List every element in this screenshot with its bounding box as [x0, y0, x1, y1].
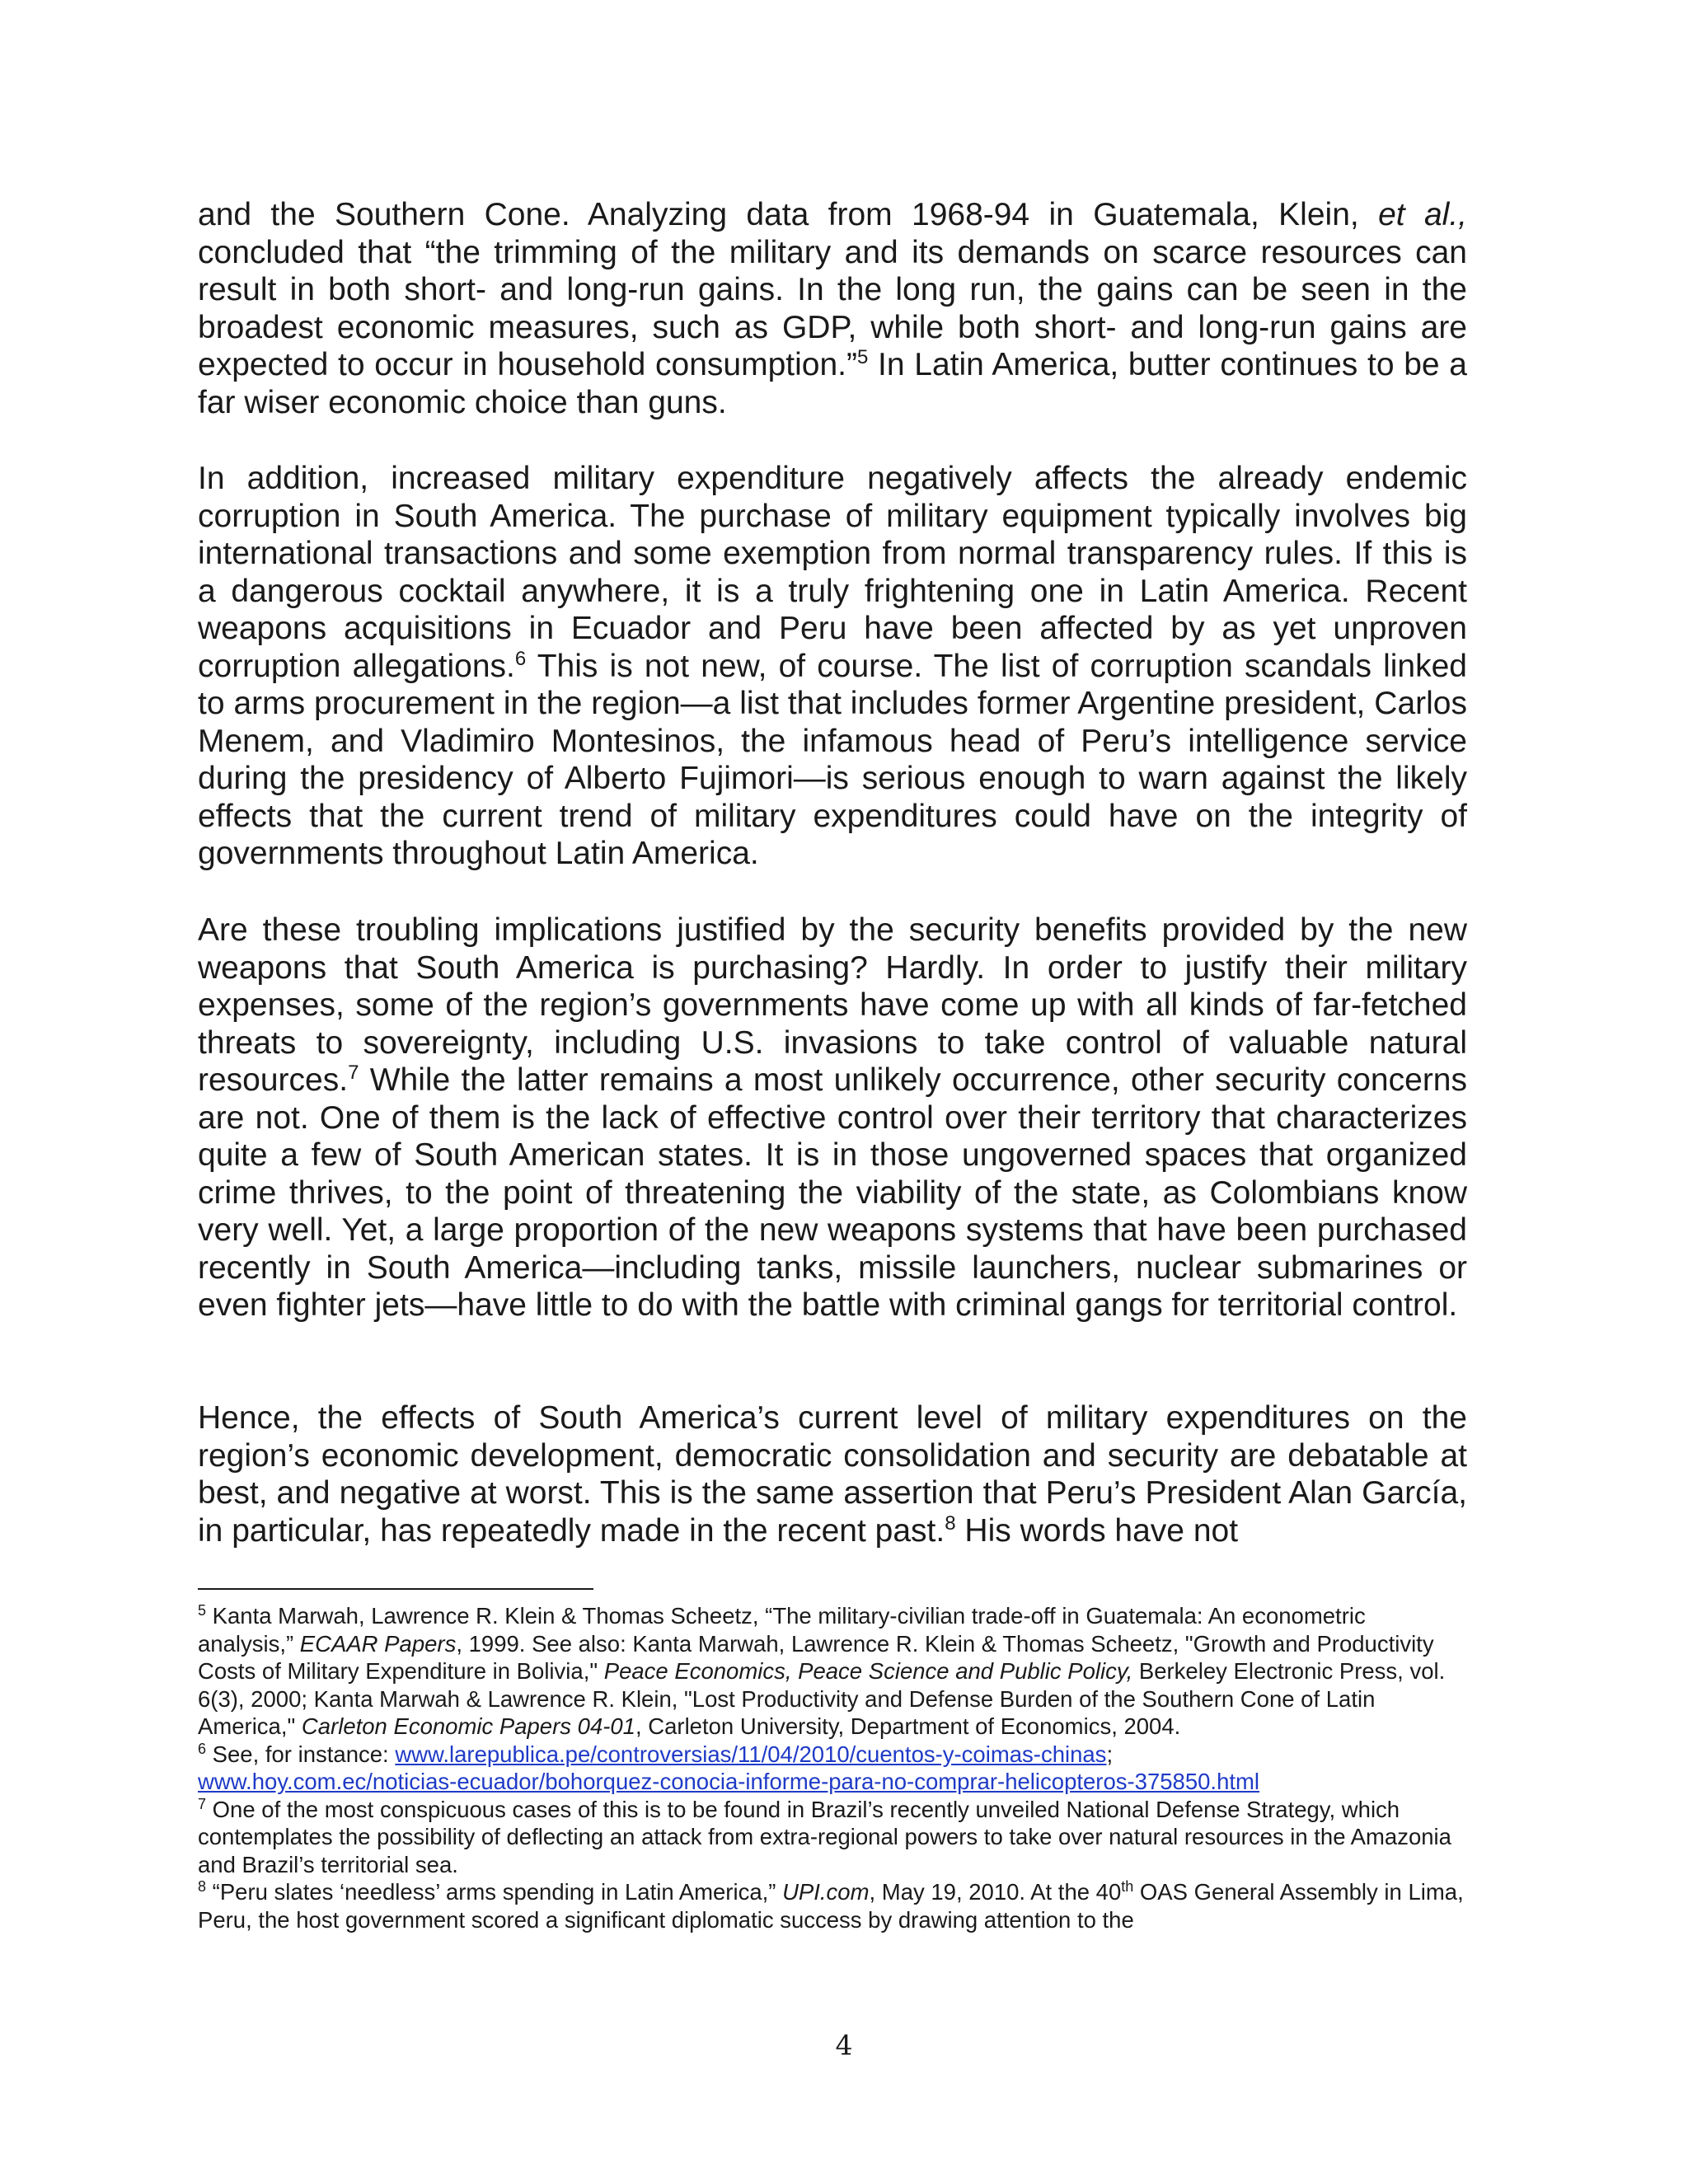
body-paragraph-4: Hence, the effects of South America’s current level of military expenditures on the region’s economic development, democratic consolidation and security are debatable at best, and negative at worst. This is the same assertion that Peru’s President Alan García, in particular, has repeatedly made in the recent past.$^8$ His words have not: [198, 1400, 1467, 1549]
footnote-number: 8: [198, 1878, 207, 1895]
footnote-number: 5: [198, 1602, 207, 1619]
et-al-italic: et al.,: [1378, 197, 1467, 232]
footnote-link-hoy[interactable]: www.hoy.com.ec/noticias-ecuador/bohorquez-conocia-informe-para-no-comprar-helicopteros-375850.html: [198, 1769, 1260, 1794]
footnote-5: $^5$ Kanta Marwah, Lawrence R. Klein & Thomas Scheetz, “The military-civilian trade-off in Guatemala: An econometric analysis,” ECAAR Papers, 1999. See also: Kanta Marwah, Lawrence R. Klein & Thomas Scheetz, "Growth and Productivity Costs of Military Expenditure in Bolivia," Peace Economics, Peace Science and Public Policy, Berkeley Electronic Press, vol. 6(3), 2000; Kanta Marwah & Lawrence R. Klein, "Lost Productivity and Defense Burden of the Southern Cone of Latin America," Carleton Economic Papers 04-01, Carleton University, Department of Economics, 2004.: [198, 1602, 1446, 1739]
footnote-8: $^8$ “Peru slates ‘needless’ arms spending in Latin America,” UPI.com, May 19, 2010. At the 40th OAS General Assembly in Lima, Peru, the host government scored a significant diplomatic success by drawing attention to the: [198, 1878, 1464, 1933]
footnote-number: 6: [198, 1740, 207, 1757]
footnote-6: $^6$ See, for instance: www.larepublica.pe/controversias/11/04/2010/cuentos-y-coimas-chinas; www.hoy.com.ec/noticias-ecuador/bohorquez-conocia-informe-para-no-comprar-helicopteros-375850.html: [198, 1740, 1260, 1794]
footnote-ref-6[interactable]: 6: [514, 647, 527, 670]
footnote-ref-8[interactable]: 8: [945, 1511, 956, 1535]
footnote-link-larepublica[interactable]: www.larepublica.pe/controversias/11/04/2010/cuentos-y-coimas-chinas: [395, 1741, 1107, 1767]
ordinal-suffix: th: [1121, 1878, 1134, 1895]
footnote-7: $^7$ One of the most conspicuous cases of this is to be found in Brazil’s recently unveiled National Defense Strategy, which contemplates the possibility of deflecting an attack from extra-regional powers to take over natural resources in the Amazonia and Brazil’s territorial sea.: [198, 1795, 1451, 1877]
footnotes: [198, 1602, 1467, 1933]
body-paragraph-1: and the Southern Cone. Analyzing data from 1968-94 in Guatemala, Klein, et al., concluded that “the trimming of the military and its demands on scarce resources can result in both short- and long-run gains. In the long run, the gains can be seen in the broadest economic measures, such as GDP, while both short- and long-run gains are expected to occur in household consumption.”$^5$ In Latin America, butter continues to be a far wiser economic choice than guns.: [198, 197, 1467, 420]
body-paragraph-2: In addition, increased military expenditure negatively affects the already endemic corruption in South America. The purchase of military equipment typically involves big international transactions and some exemption from normal transparency rules. If this is a dangerous cocktail anywhere, it is a truly frightening one in Latin America. Recent weapons acquisitions in Ecuador and Peru have been affected by as yet unproven corruption allegations.$^6$ This is not new, of course. The list of corruption scandals linked to arms procurement in the region—a list that includes former Argentine president, Carlos Menem, and Vladimiro Montesinos, the infamous head of Peru’s intelligence service during the presidency of Alberto Fujimori—is serious enough to warn against the likely effects that the current trend of military expenditures could have on the integrity of governments throughout Latin America.: [198, 461, 1467, 871]
footnote-divider: [198, 1588, 593, 1590]
footnote-ref-7[interactable]: 7: [348, 1062, 359, 1084]
footnote-number: 7: [198, 1795, 207, 1812]
footnote-ref-5[interactable]: 5: [856, 346, 869, 368]
page-number: 4: [835, 2029, 853, 2061]
body-paragraph-3: Are these troubling implications justified by the security benefits provided by the new weapons that South America is purchasing? Hardly. In order to justify their military expenses, some of the region’s governments have come up with all kinds of far-fetched threats to sovereignty, including U.S. invasions to take control of valuable natural resources.$^7$ While the latter remains a most unlikely occurrence, other security concerns are not. One of them is the lack of effective control over their territory that characterizes quite a few of South American states. It is in those ungoverned spaces that organized crime thrives, to the point of threatening the viability of the state, as Colombians know very well. Yet, a large proportion of the new weapons systems that have been purchased recently in South America—including tanks, missile launchers, nuclear submarines or even fighter jets—have little to do with the battle with criminal gangs for territorial control.: [198, 912, 1467, 1323]
